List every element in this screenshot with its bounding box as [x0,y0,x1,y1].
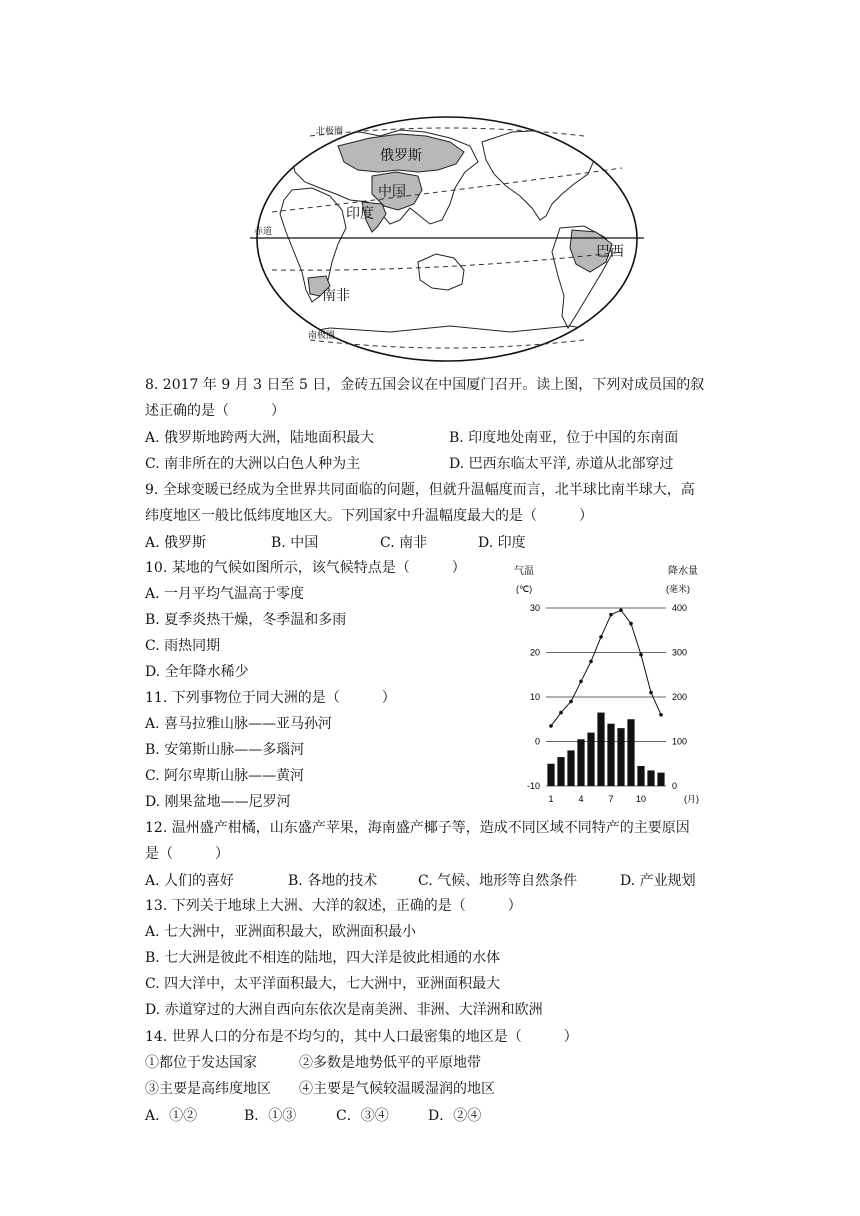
q8-stem-line2: 述正确的是（ ） [145,403,285,419]
temp-tick-label: 0 [534,736,540,747]
q14-statements-1-2: ①都位于发达国家 ②多数是地势低平的平原地带 [145,1055,481,1071]
q8-option-a: A. 俄罗斯地跨两大洲，陆地面积最大 [145,430,375,446]
label-south-africa: 南非 [322,287,350,303]
q14-option-a: A．①② [145,1108,198,1124]
precip-bar [597,713,604,786]
precip-tick-label: 200 [672,692,688,702]
x-unit-label: (月) [684,794,699,804]
q9-option-c: C. 南非 [380,535,428,551]
precip-bar [637,766,644,786]
precip-bar [627,719,634,786]
month-tick-label: 7 [608,794,614,804]
q9-option-b: B. 中国 [271,535,319,551]
temperature-line [551,610,661,726]
temperature-point [619,608,623,612]
temp-axis-unit: (℃) [516,584,533,594]
label-russia: 俄罗斯 [380,147,422,163]
precip-tick-label: 100 [672,736,688,747]
temperature-point [579,680,583,684]
precip-bar [567,750,574,786]
q11-option-d: D. 刚果盆地——尼罗河 [145,794,291,810]
q12-option-d: D. 产业规划 [620,873,696,889]
world-map-figure [250,112,644,366]
q14-option-b: B．①③ [244,1108,297,1124]
precip-tick-label: 400 [672,603,688,613]
temperature-point [569,700,573,704]
q10-stem: 10. 某地的气候如图所示，该气候特点是（ ） [145,560,466,576]
temp-tick-label: -10 [526,781,540,791]
q11-option-a: A. 喜马拉雅山脉——亚马孙河 [145,716,333,732]
precip-bar [577,739,584,786]
label-india: 印度 [346,205,374,221]
precip-axis-unit: (毫米) [666,584,690,594]
q12-option-c: C. 气候、地形等自然条件 [418,873,578,889]
q13-option-b: B. 七大洲是彼此不相连的陆地，四大洋是彼此相通的水体 [145,950,501,966]
precip-bar [647,770,654,786]
q14-option-d: D．②④ [428,1108,482,1124]
label-brazil: 巴西 [596,243,624,259]
q12-option-b: B. 各地的技术 [288,873,378,889]
world-map [250,112,644,366]
q12-stem-line2: 是（ ） [145,846,229,862]
q9-stem-line2: 纬度地区一般比低纬度地区大。下列国家中升温幅度最大的是（ ） [145,508,593,524]
temp-axis-label: 气温 [514,566,534,577]
label-equator: 赤道 [254,226,273,236]
q8-stem-line1: 8. 2017 年 9 月 3 日至 5 日，金砖五国会议在中国厦门召开。读上图，下列对成员国的叙 [145,377,705,393]
temperature-point [589,660,593,664]
q14-option-c: C．③④ [336,1108,389,1124]
temperature-point [559,711,563,715]
temperature-point [609,613,613,617]
precip-bar [557,757,564,786]
q8-option-c: C. 南非所在的大洲以白色人种为主 [145,456,361,472]
q14-statements-3-4: ③主要是高纬度地区 ④主要是气候较温暖湿润的地区 [145,1081,495,1097]
precip-bar [617,728,624,786]
q9-option-a: A. 俄罗斯 [145,535,207,551]
q13-stem: 13. 下列关于地球上大洲、大洋的叙述，正确的是（ ） [145,898,522,914]
q11-option-b: B. 安第斯山脉——多瑙河 [145,742,305,758]
temperature-point [659,713,663,717]
q9-option-d: D. 印度 [478,535,526,551]
temperature-point [639,653,643,657]
q10-option-a: A. 一月平均气温高于零度 [145,586,305,602]
q12-stem-line1: 12. 温州盛产柑橘，山东盛产苹果，海南盛产椰子等，造成不同区域不同特产的主要原因 [145,820,690,836]
label-china: 中国 [378,183,406,199]
month-tick-label: 1 [548,794,554,804]
temperature-point [629,622,633,626]
q8-option-b: B. 印度地处南亚，位于中国的东南面 [449,430,679,446]
temperature-point [649,691,653,695]
q11-stem: 11. 下列事物位于同大洲的是（ ） [145,690,396,706]
q10-option-b: B. 夏季炎热干燥，冬季温和多雨 [145,612,347,628]
q8-option-d: D. 巴西东临太平洋, 赤道从北部穿过 [449,456,674,472]
label-arctic-circle: 北极圈 [316,126,344,136]
precip-bar [587,733,594,786]
q13-option-d: D. 赤道穿过的大洲自西向东依次是南美洲、非洲、大洋洲和欧洲 [145,1002,543,1018]
precip-tick-label: 0 [672,781,678,791]
precip-bar [607,724,614,786]
climate-chart [504,560,716,810]
climate-chart-svg [504,560,716,810]
q10-option-c: C. 雨热同期 [145,638,221,654]
precip-axis-label: 降水量 [668,566,698,577]
precip-bar [547,764,554,786]
q13-option-c: C. 四大洋中，太平洋面积最大，七大洲中，亚洲面积最大 [145,976,501,992]
label-antarctic-circle: 南极圈 [308,330,336,340]
temp-tick-label: 20 [529,647,540,658]
temperature-point [599,635,603,639]
q12-option-a: A. 人们的喜好 [145,873,235,889]
precip-bar [657,773,664,786]
temperature-point [549,724,553,728]
precip-tick-label: 300 [672,647,688,658]
q11-option-c: C. 阿尔卑斯山脉——黄河 [145,768,305,784]
temp-tick-label: 30 [529,603,540,613]
q14-stem: 14. 世界人口的分布是不均匀的，其中人口最密集的地区是（ ） [145,1029,578,1045]
q10-option-d: D. 全年降水稀少 [145,664,249,680]
month-tick-label: 10 [635,794,647,804]
q9-stem-line1: 9. 全球变暖已经成为全世界共同面临的问题，但就升温幅度而言，北半球比南半球大，高 [145,482,695,498]
temp-tick-label: 10 [529,692,540,702]
month-tick-label: 4 [578,794,584,804]
q13-option-a: A. 七大洲中，亚洲面积最大，欧洲面积最小 [145,924,417,940]
